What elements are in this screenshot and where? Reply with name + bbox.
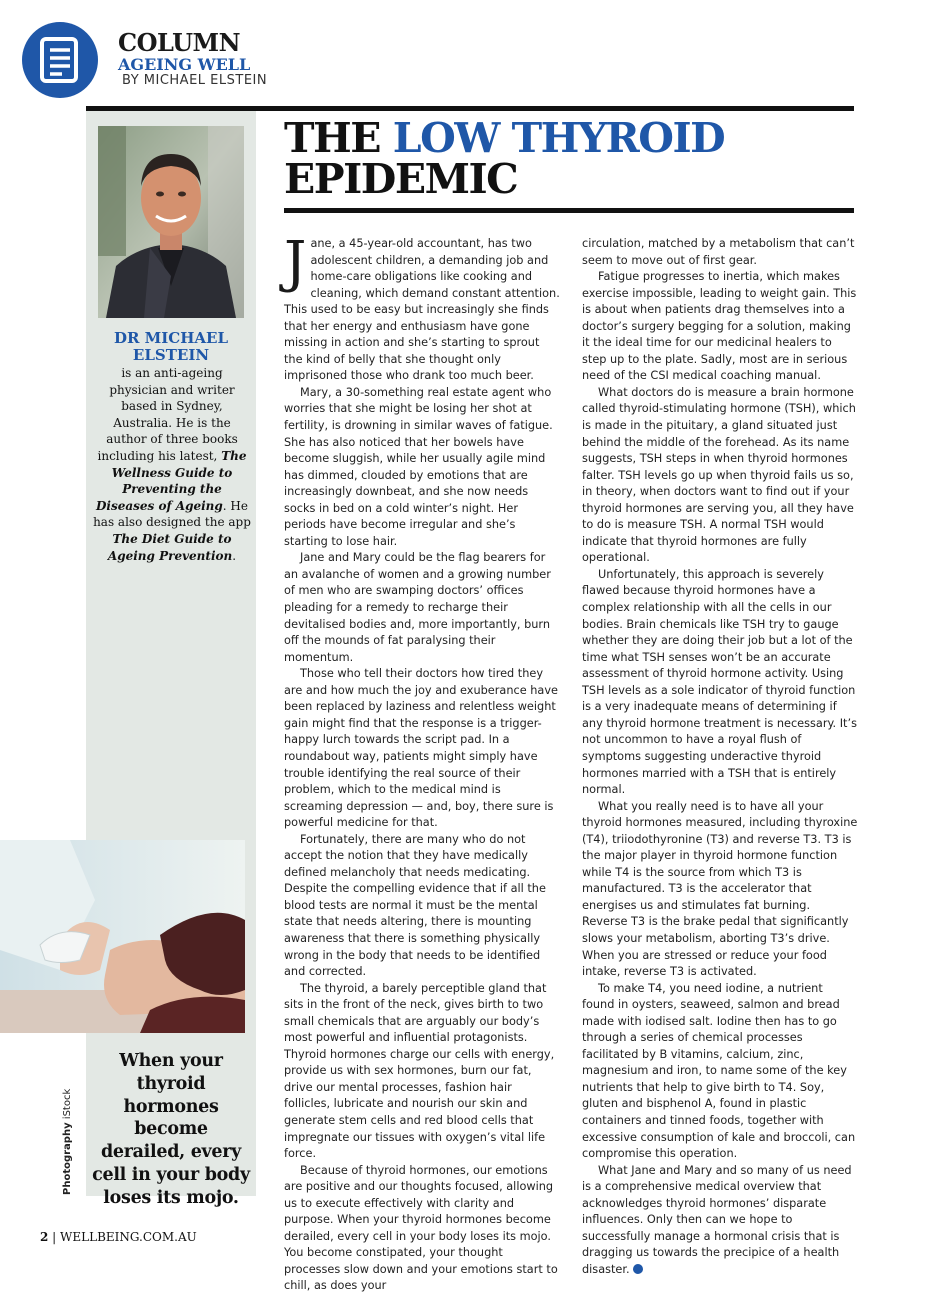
page-number: 2 [40,1230,49,1244]
title-rule [284,208,854,213]
credit-source: iStock [62,1088,73,1123]
app-title: The Diet Guide to Ageing Prevention [107,531,233,563]
subsection-label: AGEING WELL [118,55,251,74]
paragraph: The thyroid, a barely perceptible gland that sits in the front of the neck, gives birth to two small chemicals that are arguably our body’s most powerful and influential protagonists. Thyroid hormones charge our cells with energy, provide us with sex hormones, burn our fat, drive our mental processes, fashion hair follicles, lubricate and nourish our skin and generate stem cells and red blood cells that impregnate our tissues with oxygen’s vital life force. [284,981,555,1161]
drop-cap: J [284,230,307,295]
author-bio [92,365,252,564]
paragraph: Because of thyroid hormones, our emotions are positive and our thoughts focused, allowing us to execute effectively with clarity and purpose. When your thyroid hormones become derailed, every cell in your body loses its mojo. You become constipated, your thought processes slow down and your emotions start to chill, as does your [284,1163,558,1293]
paragraph: Those who tell their doctors how tired they are and how much the joy and exuberance have been replaced by laziness and relentless weight gain might find that the response is a trigger-happy lurch towards the script pad. In a roundabout way, patients might simply have trouble identifying the real source of their problem, which to the medical mind is screaming depression — and, boy, there sure is powerful medicine for that. [284,667,558,830]
byline: BY MICHAEL ELSTEIN [122,73,268,88]
paragraph [582,1163,858,1279]
page-footer [40,1230,197,1244]
photo-credit [62,1089,73,1195]
article-title [284,114,854,203]
paragraph [284,230,560,385]
column-logo [22,22,98,98]
paragraph: circulation, matched by a metabolism that can’t seem to move out of first gear. [582,237,855,267]
paragraph: Fatigue progresses to inertia, which makes exercise impossible, leading to weight gain. This is about when patients drag themselves into a doctor’s surgery begging for a solution, making it the ideal time for our medicinal healers to step up to the plate. Sadly, most are in serious need of the CSI medical coaching manual. [582,270,857,383]
title-part-1: THE [284,114,393,162]
paragraph-text: What Jane and Mary and so many of us need is a comprehensive medical overview that acknowledges thyroid hormones’ disparate influences. Only then can we hope to successfully manage a hormonal crisis that is dragging us towards the precipice of a health disaster. [582,1163,852,1276]
section-label: COLUMN [118,28,241,57]
paragraph-text: ane, a 45-year-old accountant, has two adolescent children, a demanding job and home-care obligations like cooking and cleaning, which demand constant attention. This used to be easy but increasingly she finds that her energy and enthusiasm have gone missing in action and she’s starting to sprout the kind of belly that she thought only imprisoned those who drank too much beer. [284,237,560,383]
body-column-1 [284,230,560,1295]
body-column-2 [582,236,858,1278]
bio-text-3: . [232,548,237,563]
credit-label: Photography [62,1122,73,1195]
document-icon [38,36,82,84]
author-photo [98,126,244,318]
bio-text: is an anti-ageing physician and writer based in Sydney, Australia. He is the author of three books including his latest, [97,366,238,463]
title-part-3: EPIDEMIC [284,155,518,203]
book-title: The Wellness Guide to Preventing the Diseases of Ageing [95,448,247,513]
paragraph: Jane and Mary could be the flag bearers for an avalanche of women and a growing number of men who are swamping doctors’ offices pleading for a remedy to recharge their devitalised bodies and, more importantly, burn off the mounds of fat paralysing their momentum. [284,551,551,664]
paragraph: To make T4, you need iodine, a nutrient found in oysters, seaweed, salmon and bread made with iodised salt. Iodine then has to go through a series of chemical processes facilitated by B vitamins, calcium, zinc, magnesium and iron, to name some of the key nutrients that help to give birth to T4. Soy, gluten and bisphenol A, found in plastic containers and tinned foods, together with excessive consumption of kale and broccoli, can compromise this operation. [582,981,856,1161]
paragraph: Fortunately, there are many who do not accept the notion that they have medically defined melancholy that needs medicating. Despite the compelling evidence that if all the blood tests are normal it must be the mental state that needs altering, there is mounting awareness that there is something physically wrong in the body that needs to be identified and corrected. [284,832,546,979]
end-mark-icon [633,1264,643,1274]
paragraph: Unfortunately, this approach is severely flawed because thyroid hormones have a complex relationship with all the cells in our bodies. Brain chemicals like TSH try to gauge whether they are doing their job but a lot of the time what TSH senses won’t be an accurate assessment of thyroid hormone activity. Using TSH levels as a sole indicator of thyroid function is a very inadequate means of determining if any thyroid hormone treatment is necessary. It’s not uncommon to have a royal flush of symptoms suggesting underactive thyroid hormones married with a TSH that is entirely normal. [582,567,857,797]
title-highlight: LOW THYROID [392,114,725,162]
pull-quote: When your thyroid hormones become derailed, every cell in your body loses its mojo. [92,1051,250,1208]
paragraph: What you really need is to have all your thyroid hormones measured, including thyroxine (T4), triiodothyronine (T3) and reverse T3. T3 is the major player in thyroid hormone function while T4 is the source from which T3 is manufactured. T3 is the accelerator that energises us and stimulates fat burning. Reverse T3 is the brake pedal that significantly slows your metabolism, aborting T3’s drive. When you are stressed or reduce your food intake, reverse T3 is activated. [582,799,858,979]
bio-text-2: . He has also designed the app [93,498,251,530]
site-name: | WELLBEING.COM.AU [48,1230,197,1244]
paragraph: What doctors do is measure a brain hormone called thyroid-stimulating hormone (TSH), which is made in the pituitary, a gland situated just behind the middle of the forehead. As its name suggests, TSH steps in when thyroid hormones falter. TSH levels go up when thyroid fails us so, in theory, when doctors want to find out if your thyroid hormones are serving you, all they have to do is measure TSH. A normal TSH would indicate that thyroid hormones are fully operational. [582,385,856,565]
author-name: DR MICHAEL ELSTEIN [113,329,229,364]
thyroid-exam-photo [0,840,245,1033]
paragraph: Mary, a 30-something real estate agent who worries that she might be losing her shot at fertility, is drowning in similar waves of fatigue. She has also noticed that her bowels have become sluggish, while her usually agile mind has dimmed, clouded by emotions that are increasingly downbeat, and she now needs socks in bed on a cold winter’s night. Her periods have become irregular and she’s starting to lose hair. [284,385,553,548]
